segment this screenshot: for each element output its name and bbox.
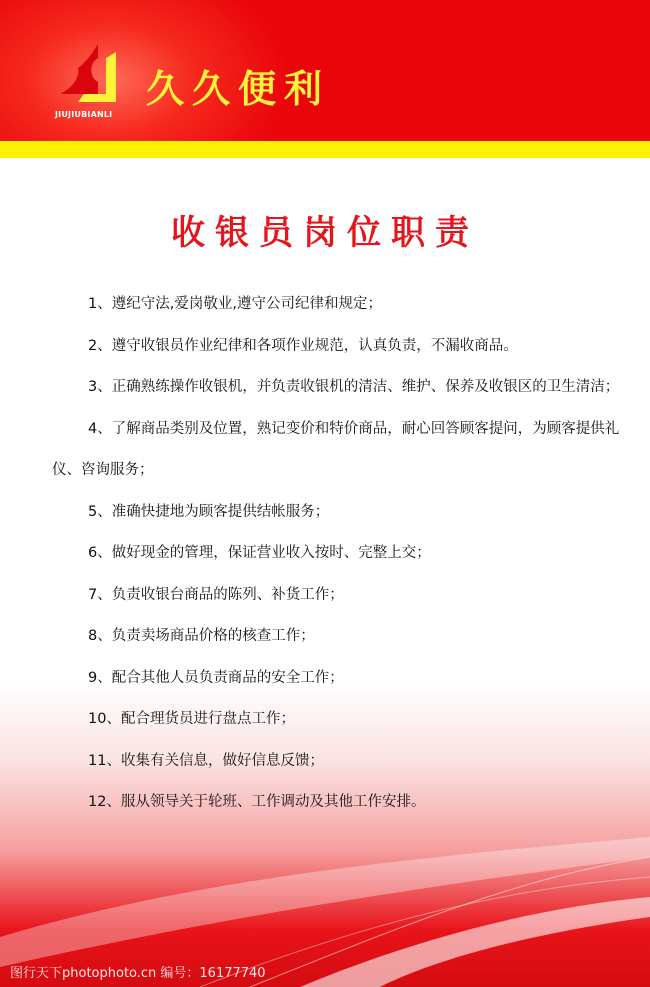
logo-text: JIUJIUBIANLI [55, 110, 113, 119]
list-item: 10、配合理货员进行盘点工作； [88, 711, 295, 727]
list-item: 12、服从领导关于轮班、工作调动及其他工作安排。 [88, 794, 426, 810]
list-item: 8、负责卖场商品价格的核查工作； [88, 628, 315, 644]
list-item: 5、准确快捷地为顾客提供结帐服务； [88, 503, 330, 520]
list-item: 4、了解商品类别及位置，熟记变价和特价商品，耐心回答顾客提问，为顾客提供礼仪、咨询服务； [52, 420, 620, 478]
duty-list [52, 284, 622, 824]
list-item: 9、配合其他人员负责商品的安全工作； [88, 669, 344, 686]
list-item: 7、负责收银台商品的陈列、补货工作； [88, 586, 344, 603]
watermark: 图行天下photophoto.cn 编号：16177740 [10, 966, 266, 981]
list-item: 6、做好现金的管理，保证营业收入按时、完整上交； [88, 545, 431, 561]
yellow-divider [0, 141, 650, 158]
list-item: 11、收集有关信息，做好信息反馈； [88, 752, 324, 769]
list-item: 1、遵纪守法,爱岗敬业,遵守公司纪律和规定； [88, 296, 382, 312]
brand-name: 久久便利 [146, 67, 331, 111]
header-banner [0, 0, 650, 141]
list-item: 2、遵守收银员作业纪律和各项作业规范，认真负责，不漏收商品。 [88, 337, 518, 354]
page-title: 收银员岗位职责 [171, 213, 479, 253]
brand-logo-icon [58, 44, 124, 104]
list-item: 3、正确熟练操作收银机，并负责收银机的清洁、维护、保养及收银区的卫生清洁； [88, 379, 620, 395]
